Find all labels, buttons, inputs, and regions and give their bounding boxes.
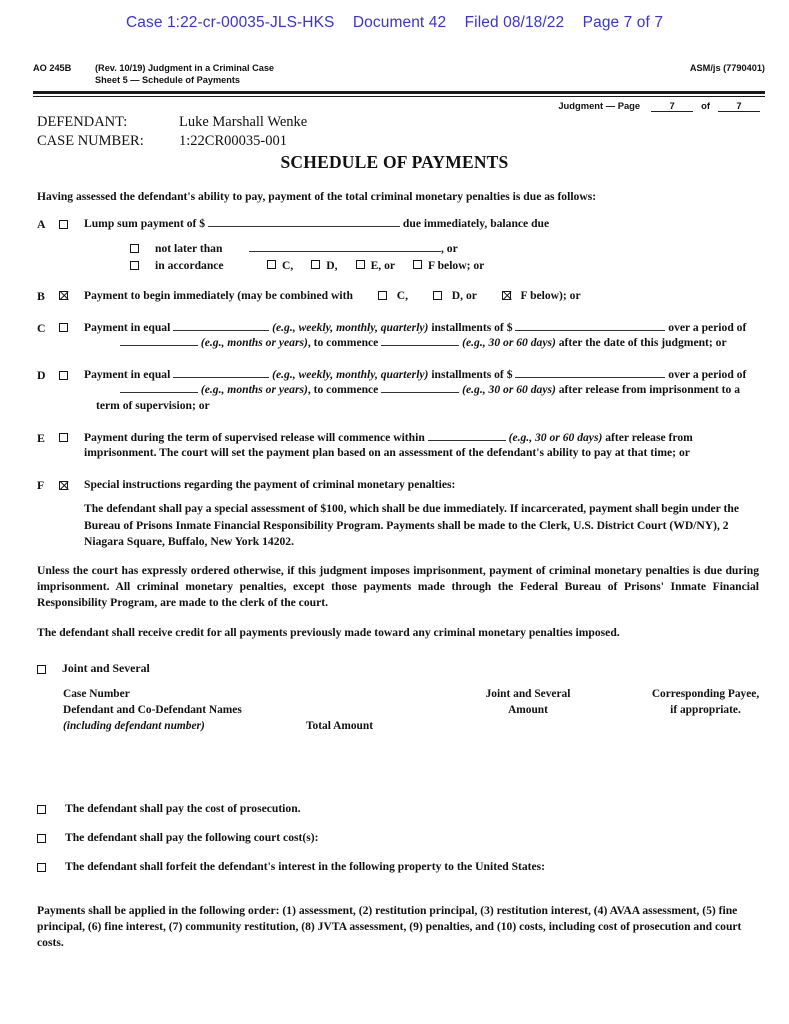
- option-b-choice-d-checkbox[interactable]: [433, 291, 442, 300]
- option-d-line2-hint: (e.g., months or years): [200, 383, 308, 397]
- option-e-letter: E: [37, 430, 45, 445]
- form-title-block: [95, 63, 690, 86]
- option-b-body: [84, 288, 765, 304]
- column-header-payee: [623, 686, 788, 718]
- column-header-payee-line2: if appropriate.: [670, 704, 741, 716]
- column-header-joint-amount-line2: Amount: [508, 704, 548, 716]
- column-header-total-amount: Total Amount: [306, 720, 373, 732]
- option-c-letter: C: [37, 320, 46, 335]
- cost-of-prosecution-checkbox[interactable]: [37, 805, 46, 814]
- option-b-choice-c-checkbox[interactable]: [378, 291, 387, 300]
- option-d-body: [84, 367, 765, 414]
- judgment-page-value: 7: [651, 100, 693, 112]
- column-header-defendant-names: Defendant and Co-Defendant Names: [63, 704, 242, 716]
- judgment-page-indicator: [558, 100, 765, 112]
- order-cost-of-prosecution: [37, 802, 759, 815]
- in-accordance-choice-e-label: E, or: [370, 258, 396, 272]
- form-reference-id: ASM/js (7790401): [689, 63, 765, 73]
- option-f-checkbox[interactable]: [59, 481, 68, 490]
- option-c-installment-amount-field[interactable]: [515, 330, 665, 331]
- in-accordance-choice-c-checkbox[interactable]: [267, 260, 276, 269]
- form-revision-title: (Rev. 10/19) Judgment in a Criminal Case: [95, 63, 275, 73]
- option-f-body: [84, 477, 765, 551]
- option-a-body: [84, 216, 765, 277]
- option-d-line2-hint2: (e.g., 30 or 60 days): [462, 383, 556, 397]
- option-c-body: [84, 320, 765, 351]
- option-d-checkbox[interactable]: [59, 371, 68, 380]
- option-c-period-field[interactable]: [120, 345, 198, 346]
- option-a-suboptions: [130, 241, 765, 274]
- in-accordance-checkbox[interactable]: [130, 261, 139, 270]
- case-number-label: CASE NUMBER:: [37, 133, 144, 149]
- option-d-line1-c: installments of $: [431, 367, 513, 381]
- form-sheet-title: Sheet 5 — Schedule of Payments: [95, 74, 241, 85]
- option-a-not-later-than-row: [130, 241, 765, 257]
- option-c-line2-b: , to commence: [307, 336, 379, 350]
- defendant-name-row: [37, 113, 307, 132]
- option-e-body: [84, 430, 765, 461]
- option-e-checkbox[interactable]: [59, 433, 68, 442]
- option-a: [37, 216, 765, 277]
- ecf-filed-date: Filed 08/18/22: [464, 14, 565, 31]
- option-b-choice-f-label: F below); or: [520, 288, 581, 302]
- option-d-frequency-field[interactable]: [173, 377, 269, 378]
- option-a-text-before: Lump sum payment of $: [84, 217, 206, 230]
- option-c: [37, 320, 765, 351]
- option-e-checkbox-cell: [59, 430, 84, 446]
- joint-and-several-checkbox[interactable]: [37, 665, 46, 674]
- option-f-special-instructions: The defendant shall pay a special assessment of $100, which shall be due immediately. If incarcerated, payment shall begin under the Bureau of Prisons Inmate Financial Responsibility Program. Payments shall be made to the Clerk, U.S. District Court (WD/NY), 2 Niagara Square, Buffalo, New York 14202.: [84, 502, 739, 549]
- joint-table-left-headers: [63, 686, 242, 734]
- in-accordance-checkbox-cell: [130, 258, 155, 274]
- option-c-line1-c: installments of $: [431, 320, 513, 334]
- cost-of-prosecution-checkbox-cell: [37, 802, 65, 815]
- paragraph-unless-ordered: Unless the court has expressly ordered otherwise, if this judgment imposes imprisonment, payment of criminal monetary penalties is due during imprisonment. All criminal monetary penalties, except those payments made through the Federal Bureau of Prisons' Inmate Financial Responsibility Program, are made to the clerk of the court.: [37, 564, 759, 610]
- option-d-letter: D: [37, 367, 46, 382]
- joint-and-several-row: [37, 661, 150, 676]
- option-d-line1-d: over a period of: [668, 367, 747, 381]
- in-accordance-choice-e-checkbox[interactable]: [356, 260, 365, 269]
- option-c-frequency-field[interactable]: [173, 330, 269, 331]
- intro-text: Having assessed the defendant's ability to pay, payment of the total criminal monetary penalties is due as follows:: [37, 190, 597, 203]
- option-e-commence-field[interactable]: [428, 440, 506, 441]
- order-forfeiture: [37, 860, 759, 873]
- ecf-case-number: Case 1:22-cr-00035-JLS-HKS: [125, 14, 335, 31]
- option-d-line1-a: Payment in equal: [84, 367, 171, 381]
- header-rule-thin: [33, 96, 765, 97]
- option-b-choice-d-label: D, or: [451, 288, 477, 302]
- option-f-heading: Special instructions regarding the payment of criminal monetary penalties:: [84, 477, 456, 491]
- payment-application-order: Payments shall be applied in the following order: (1) assessment, (2) restitution principal, (3) restitution interest, (4) AVAA assessment, (5) fine principal, (6) fine interest, (7) community restitution, (8) JVTA assessment, (9) penalties, and (10) costs, including cost of prosecution and court costs.: [37, 904, 742, 950]
- defendant-name: Luke Marshall Wenke: [179, 114, 308, 130]
- option-b-text: Payment to begin immediately (may be combined with: [84, 288, 353, 302]
- option-c-line1-a: Payment in equal: [84, 320, 171, 334]
- joint-and-several-checkbox-cell: [37, 661, 62, 676]
- form-header: [33, 63, 765, 86]
- form-code: AO 245B: [33, 63, 72, 73]
- page-title: SCHEDULE OF PAYMENTS: [280, 152, 509, 172]
- option-e: [37, 430, 765, 461]
- case-number-row: [37, 132, 307, 151]
- option-d-commence-field[interactable]: [381, 392, 459, 393]
- in-accordance-label: in accordance: [155, 258, 224, 272]
- not-later-than-checkbox-cell: [130, 241, 155, 257]
- option-f: [37, 477, 765, 551]
- option-d-checkbox-cell: [59, 367, 84, 383]
- option-e-line2: imprisonment. The court will set the payment plan based on an assessment of the defendant's ability to pay at that time; or: [84, 446, 690, 460]
- option-b-checkbox-cell: [59, 288, 84, 304]
- paragraph-credit: The defendant shall receive credit for all payments previously made toward any criminal monetary penalties imposed.: [37, 626, 620, 639]
- option-b-letter: B: [37, 288, 45, 303]
- forfeiture-checkbox[interactable]: [37, 863, 46, 872]
- court-costs-label: The defendant shall pay the following court cost(s):: [65, 831, 319, 844]
- option-c-checkbox-cell: [59, 320, 84, 336]
- ecf-page-number: Page 7 of 7: [582, 14, 664, 31]
- defendant-label: DEFENDANT:: [37, 114, 128, 130]
- option-c-line2-hint: (e.g., months or years): [200, 336, 308, 350]
- option-a-text-after: due immediately, balance due: [402, 217, 550, 230]
- option-c-checkbox[interactable]: [59, 323, 68, 332]
- payment-options: [37, 216, 765, 553]
- order-court-costs: [37, 831, 759, 844]
- option-c-line1-d: over a period of: [668, 320, 747, 334]
- ecf-filing-stamp: [0, 14, 789, 32]
- header-rule-thick: [33, 91, 765, 94]
- option-a-checkbox-cell: [59, 216, 84, 232]
- option-e-line1-hint: (e.g., 30 or 60 days): [508, 430, 603, 444]
- judgment-page-of: of: [701, 100, 710, 111]
- option-f-letter: F: [37, 477, 45, 492]
- option-b: [37, 288, 765, 304]
- joint-and-several-label: Joint and Several: [62, 661, 150, 675]
- in-accordance-choice-d-checkbox[interactable]: [311, 260, 320, 269]
- option-b-checkbox[interactable]: [59, 291, 68, 300]
- option-c-line1-hint: (e.g., weekly, monthly, quarterly): [272, 320, 429, 334]
- in-accordance-choice-d-label: D,: [326, 258, 338, 272]
- option-d-line2-b: , to commence: [307, 383, 379, 397]
- option-d-line2-d: after release from imprisonment to a: [558, 383, 741, 397]
- option-c-line2-hint2: (e.g., 30 or 60 days): [462, 336, 556, 350]
- case-number-value: 1:22CR00035-001: [179, 133, 287, 149]
- option-c-line2: [84, 335, 765, 351]
- option-b-choice-c-label: C,: [396, 288, 408, 302]
- not-later-than-label: not later than: [155, 241, 223, 255]
- ecf-document-number: Document 42: [352, 14, 447, 31]
- not-later-than-date-field[interactable]: [249, 251, 441, 252]
- not-later-than-checkbox[interactable]: [130, 244, 139, 253]
- option-e-line1-a: Payment during the term of supervised release will commence within: [84, 430, 425, 444]
- option-d-line2: [84, 382, 765, 398]
- option-a-letter: A: [37, 217, 46, 231]
- cost-of-prosecution-label: The defendant shall pay the cost of prosecution.: [65, 802, 301, 815]
- additional-orders: [37, 802, 759, 889]
- option-b-choice-f-checkbox[interactable]: [502, 291, 511, 300]
- option-a-checkbox[interactable]: [59, 220, 68, 229]
- option-d: [37, 367, 765, 414]
- option-d-line3: term of supervision; or: [96, 398, 210, 412]
- defendant-block: [37, 113, 307, 151]
- option-f-checkbox-cell: [59, 477, 84, 493]
- in-accordance-choice-c-label: C,: [282, 258, 294, 272]
- option-d-installment-amount-field[interactable]: [515, 377, 665, 378]
- option-c-commence-field[interactable]: [381, 345, 459, 346]
- column-header-payee-line1: Corresponding Payee,: [651, 688, 760, 700]
- column-header-including-number: (including defendant number): [63, 720, 205, 732]
- forfeiture-checkbox-cell: [37, 860, 65, 873]
- option-a-amount-field[interactable]: [208, 226, 400, 227]
- court-costs-checkbox[interactable]: [37, 834, 46, 843]
- forfeiture-label: The defendant shall forfeit the defendant's interest in the following property to the United States:: [65, 860, 546, 873]
- column-header-joint-amount-line1: Joint and Several: [485, 688, 571, 700]
- not-later-than-suffix: , or: [441, 241, 458, 255]
- option-c-line2-d: after the date of this judgment; or: [558, 336, 727, 350]
- in-accordance-choice-f-label: F below; or: [428, 258, 485, 272]
- court-costs-checkbox-cell: [37, 831, 65, 844]
- option-d-period-field[interactable]: [120, 392, 198, 393]
- option-e-line1-c: after release from: [605, 430, 693, 444]
- in-accordance-choice-f-checkbox[interactable]: [413, 260, 422, 269]
- column-header-joint-amount: [458, 686, 598, 718]
- option-a-in-accordance-row: [130, 258, 765, 274]
- column-header-case-number: Case Number: [63, 688, 130, 700]
- joint-and-several-table: [63, 686, 759, 740]
- option-d-line1-hint: (e.g., weekly, monthly, quarterly): [272, 367, 429, 381]
- judgment-page-label: Judgment — Page: [558, 100, 641, 111]
- judgment-page-total: 7: [718, 100, 760, 112]
